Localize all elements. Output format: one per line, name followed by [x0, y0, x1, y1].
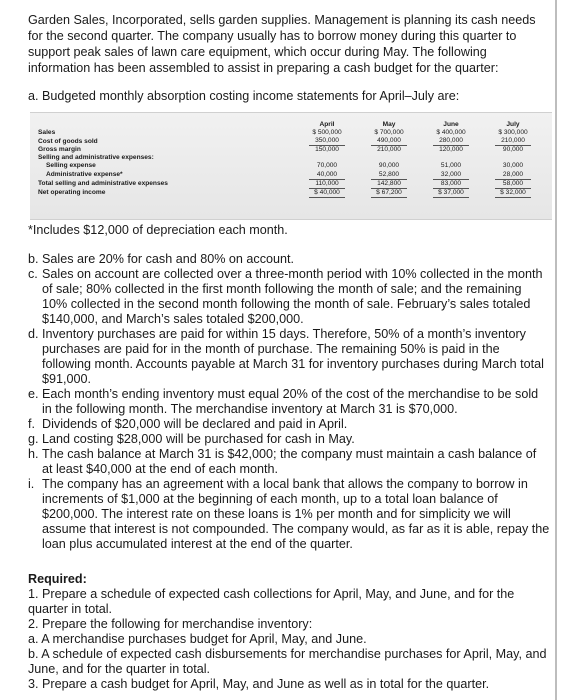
required-line: b. A schedule of expected cash disbursements for merchandise purchases for April, May, and June, and for the quarter in total. — [28, 647, 547, 676]
cell: 70,000 — [316, 162, 338, 170]
row-label: Sales — [38, 129, 56, 137]
column-header: May — [382, 121, 396, 128]
row-label: Selling expense — [46, 162, 96, 170]
list-item — [28, 327, 550, 387]
cell: 350,000 — [309, 137, 345, 146]
cell: $ 37,000 — [433, 189, 469, 198]
item-marker: c. — [28, 267, 38, 281]
item-text: Each month’s ending inventory must equal 20% of the cost of the merchandise to be sold in the following month. The merchandise inventory at March 31 is $70,000. — [42, 387, 539, 416]
item-marker: d. — [28, 327, 39, 341]
row-label: Total selling and administrative expenses — [38, 180, 168, 188]
table-row — [38, 162, 544, 170]
cell: 490,000 — [371, 137, 407, 146]
question-a: a. Budgeted monthly absorption costing income statements for April–July are: — [28, 89, 460, 103]
list-item — [28, 417, 550, 432]
cell: 58,000 — [495, 180, 531, 189]
column-header: April — [319, 121, 335, 128]
cell: 90,000 — [378, 162, 400, 170]
list-item — [28, 432, 550, 447]
income-statement-table — [38, 121, 544, 198]
list-item — [28, 447, 550, 477]
table-row — [38, 137, 544, 146]
item-marker: b. — [28, 252, 39, 266]
required-line: 3. Prepare a cash budget for April, May, and June as well as in total for the quarter. — [28, 677, 490, 691]
cell: $ 32,000 — [495, 189, 531, 198]
row-label: Selling and administrative expenses: — [38, 154, 154, 162]
cell: 30,000 — [502, 162, 524, 170]
item-marker: h. — [28, 447, 39, 461]
item-marker: f. — [28, 417, 35, 431]
cell: 90,000 — [502, 146, 524, 154]
cell: 280,000 — [433, 137, 469, 146]
cell: $ 67,200 — [371, 189, 407, 198]
income-statement-table-panel — [30, 112, 552, 220]
item-text: Sales on account are collected over a three-month period with 10% collected in the month of sale; 80% collected in the first month following the month of sale; and the remaining 10% collected in the second month following the month of sale. February’s sales totaled $140,000, and March’s sales totaled $200,000. — [42, 267, 543, 326]
list-item — [28, 252, 550, 267]
item-text: The cash balance at March 31 is $42,000; the company must maintain a cash balance of at least $40,000 at the end of each month. — [42, 447, 537, 476]
cell: 32,000 — [433, 171, 469, 180]
item-text: Land costing $28,000 will be purchased for cash in May. — [42, 432, 355, 446]
required-heading: Required: — [28, 572, 87, 586]
cell: $ 300,000 — [498, 129, 528, 137]
intro-paragraph: Garden Sales, Incorporated, sells garden supplies. Management is planning its cash needs for the second quarter. The company usually has to borrow money during this quarter to support peak sales of lawn care equipment, which occur during May. The following information has been assembled to assist in preparing a cash budget for the quarter: — [28, 13, 536, 75]
row-label: Cost of goods sold — [38, 137, 98, 145]
cell: $ 400,000 — [436, 129, 466, 137]
item-marker: g. — [28, 432, 39, 446]
page-edge-rule — [555, 0, 557, 700]
table-header-row — [38, 121, 544, 129]
cell: 28,000 — [495, 171, 531, 180]
required-line: 1. Prepare a schedule of expected cash collections for April, May, and June, and for the quarter in total. — [28, 587, 515, 616]
item-marker: e. — [28, 387, 39, 401]
item-text: Dividends of $20,000 will be declared and paid in April. — [42, 417, 348, 431]
table-row — [38, 180, 544, 189]
cell: 210,000 — [377, 146, 401, 154]
cell: 110,000 — [309, 180, 345, 189]
cell: 40,000 — [309, 171, 345, 180]
required-line: 2. Prepare the following for merchandise inventory: — [28, 617, 313, 631]
required-section — [28, 572, 550, 692]
row-label: Administrative expense* — [46, 171, 123, 179]
item-text: Sales are 20% for cash and 80% on account. — [42, 252, 295, 266]
cell: 52,800 — [371, 171, 407, 180]
list-item — [28, 387, 550, 417]
table-row — [38, 171, 544, 180]
table-row — [38, 129, 544, 137]
item-text: The company has an agreement with a local bank that allows the company to borrow in increments of $1,000 at the beginning of each month, up to a total loan balance of $200,000. The interest rate on these loans is 1% per month and for simplicity we will assume that interest is not compounded. The company would, as far as it is able, repay the loan plus accumulated interest at the end of the quarter. — [42, 477, 550, 551]
cell: 150,000 — [315, 146, 339, 154]
table-row — [38, 154, 544, 162]
table-row — [38, 189, 544, 198]
item-text: Inventory purchases are paid for within 15 days. Therefore, 50% of a month’s inventory purchases are paid for in the month of purchase. The remaining 50% is paid in the following month. Accounts payable at March 31 for inventory purchases during March total $91,000. — [42, 327, 544, 386]
cell: 210,000 — [495, 137, 531, 146]
cell: $ 700,000 — [374, 129, 404, 137]
column-header: July — [506, 121, 520, 128]
row-label: Gross margin — [38, 146, 81, 154]
column-header: June — [443, 121, 459, 128]
item-marker: i. — [28, 477, 35, 491]
cell: 83,000 — [433, 180, 469, 189]
list-item — [28, 267, 550, 327]
cell: 51,000 — [440, 162, 462, 170]
problem-document — [28, 12, 550, 692]
cell: $ 500,000 — [312, 129, 342, 137]
assumption-list — [28, 252, 550, 552]
row-label: Net operating income — [38, 189, 106, 197]
cell: $ 40,000 — [309, 189, 345, 198]
table-footnote: *Includes $12,000 of depreciation each month. — [28, 223, 288, 237]
list-item — [28, 477, 550, 552]
required-line: a. A merchandise purchases budget for April, May, and June. — [28, 632, 367, 646]
cell: 142,800 — [371, 180, 407, 189]
table-row — [38, 146, 544, 154]
cell: 120,000 — [439, 146, 463, 154]
